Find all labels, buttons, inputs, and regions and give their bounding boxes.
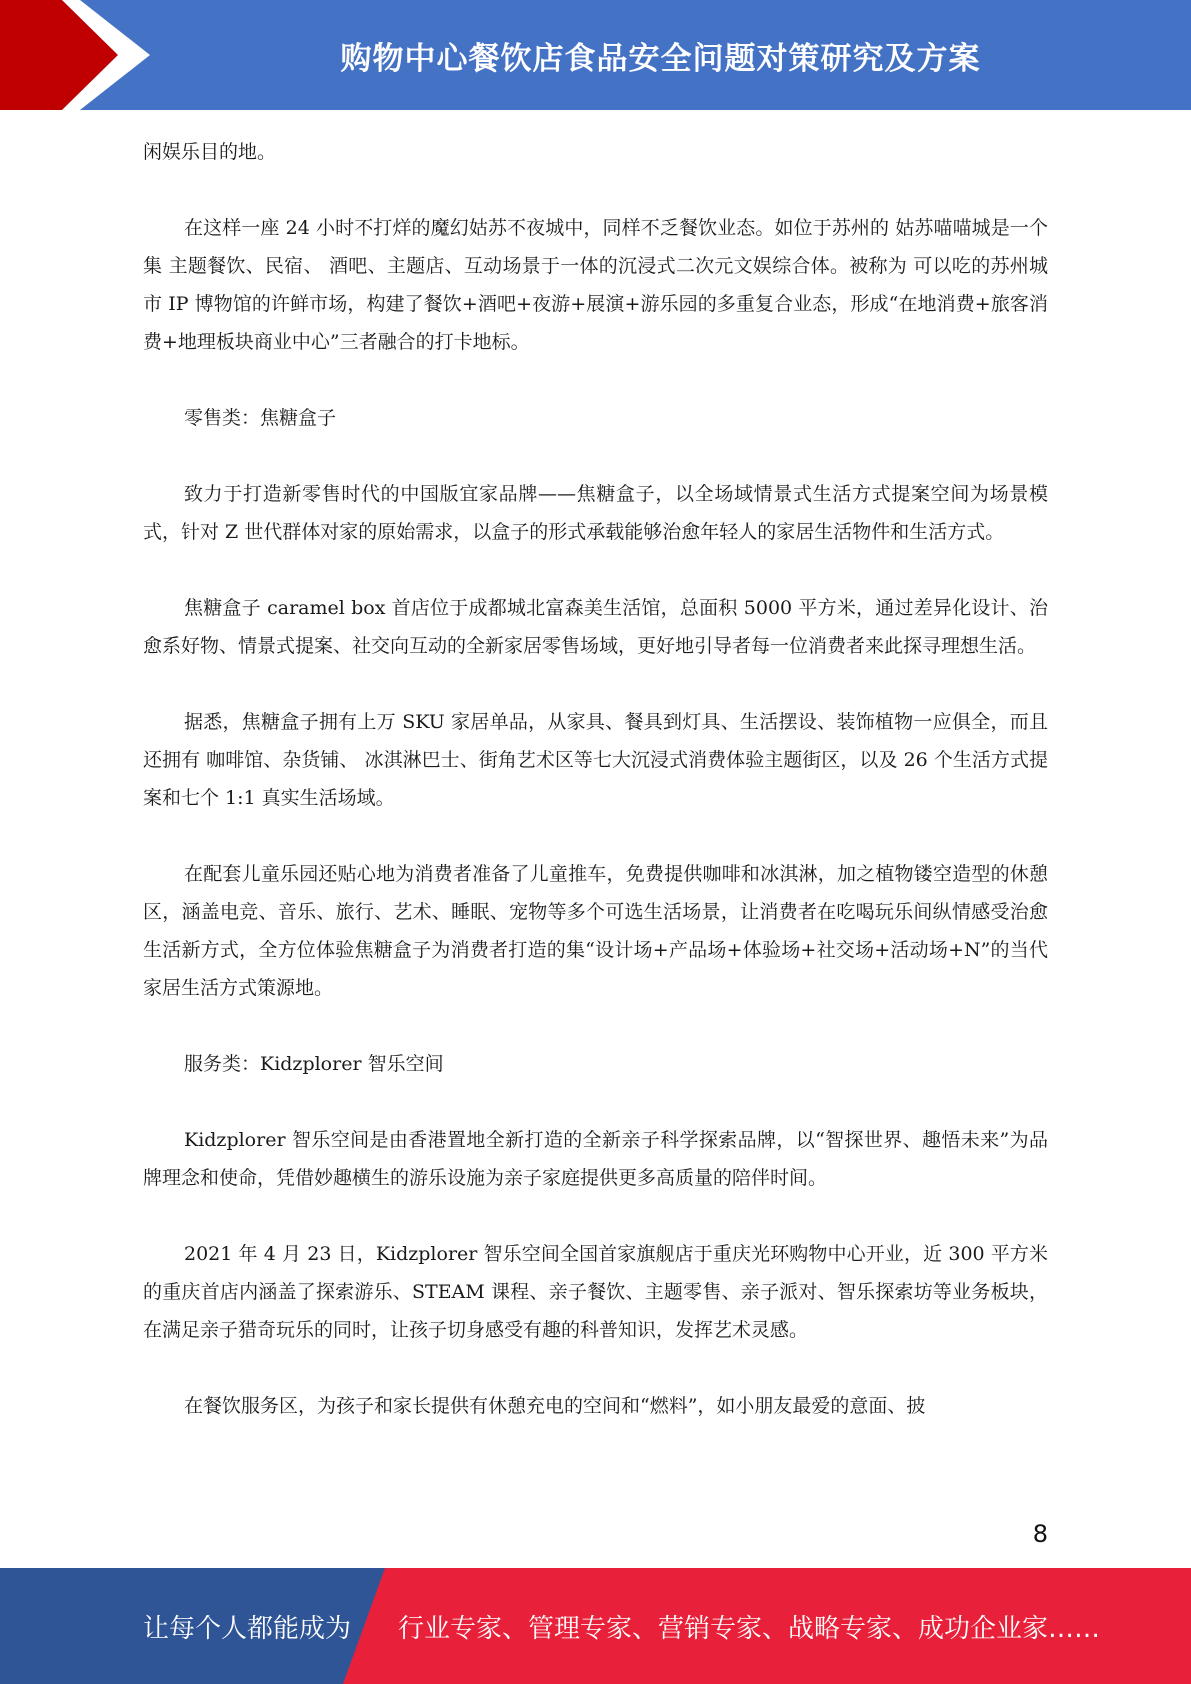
page-footer — [0, 1568, 1191, 1684]
paragraph: Kidzplorer 智乐空间是由香港置地全新打造的全新亲子科学探索品牌，以“智探世界、趣悟未来”为品牌理念和使命，凭借妙趣横生的游乐设施为亲子家庭提供更多高质量的陪伴时间。 — [143, 1129, 1048, 1189]
header-arrow-decoration — [0, 0, 150, 110]
paragraph: 致力于打造新零售时代的中国版宜家品牌——焦糖盒子，以全场域情景式生活方式提案空间为场景模式，针对 Z 世代群体对家的原始需求，以盒子的形式承载能够治愈年轻人的家居生活物件和生活方式。 — [143, 483, 1048, 543]
section-heading: 零售类：焦糖盒子 — [184, 407, 337, 429]
paragraph: 在餐饮服务区，为孩子和家长提供有休憩充电的空间和“燃料”，如小朋友最爱的意面、披 — [184, 1395, 926, 1417]
paragraph: 2021 年 4 月 23 日，Kidzplorer 智乐空间全国首家旗舰店于重庆光环购物中心开业，近 300 平方米的重庆首店内涵盖了探索游乐、STEAM 课程、亲子餐饮、主题零售、亲子派对、智乐探索坊等业务板块，在满足亲子猎奇玩乐的同时，让孩子切身感受有趣的科普知识，发挥艺术灵感。 — [143, 1243, 1048, 1341]
paragraph: 在配套儿童乐园还贴心地为消费者准备了儿童推车，免费提供咖啡和冰淇淋，加之植物镂空造型的休憩区，涵盖电竞、音乐、旅行、艺术、睡眠、宠物等多个可选生活场景，让消费者在吃喝玩乐间纵情感受治愈生活新方式，全方位体验焦糖盒子为消费者打造的集“设计场+产品场+体验场+社交场+活动场+N”的当代家居生活方式策源地。 — [143, 863, 1048, 999]
section-heading: 服务类：Kidzplorer 智乐空间 — [184, 1053, 444, 1075]
page-number: 8 — [1032, 1520, 1048, 1548]
paragraph: 闲娱乐目的地。 — [143, 141, 277, 163]
document-body — [143, 133, 1048, 1463]
paragraph: 在这样一座 24 小时不打烊的魔幻姑苏不夜城中，同样不乏餐饮业态。如位于苏州的 姑苏喵喵城是一个集 主题餐饮、民宿、 酒吧、主题店、互动场景于一体的沉浸式二次元文娱综合体。被称为 可以吃的苏州城市 IP 博物馆的许鲜市场，构建了餐饮+酒吧+夜游+展演+游乐园的多重复合业态，形成“在地消费+旅客消费+地理板块商业中心”三者融合的打卡地标。 — [143, 217, 1048, 353]
document-title: 购物中心餐饮店食品安全问题对策研究及方案 — [340, 40, 981, 77]
paragraph: 焦糖盒子 caramel box 首店位于成都城北富森美生活馆，总面积 5000 平方米，通过差异化设计、治愈系好物、情景式提案、社交向互动的全新家居零售场域，更好地引导者每一位消费者来此探寻理想生活。 — [143, 597, 1048, 657]
paragraph: 据悉，焦糖盒子拥有上万 SKU 家居单品，从家具、餐具到灯具、生活摆设、装饰植物一应俱全，而且还拥有 咖啡馆、杂货铺、 冰淇淋巴士、街角艺术区等七大沉浸式消费体验主题街区，以及 26 个生活方式提案和七个 1:1 真实生活场域。 — [143, 711, 1048, 809]
footer-slogan-right: 行业专家、管理专家、营销专家、战略专家、成功企业家…… — [398, 1613, 1101, 1644]
footer-slogan-left: 让每个人都能成为 — [143, 1613, 352, 1644]
page-header — [0, 0, 1191, 110]
